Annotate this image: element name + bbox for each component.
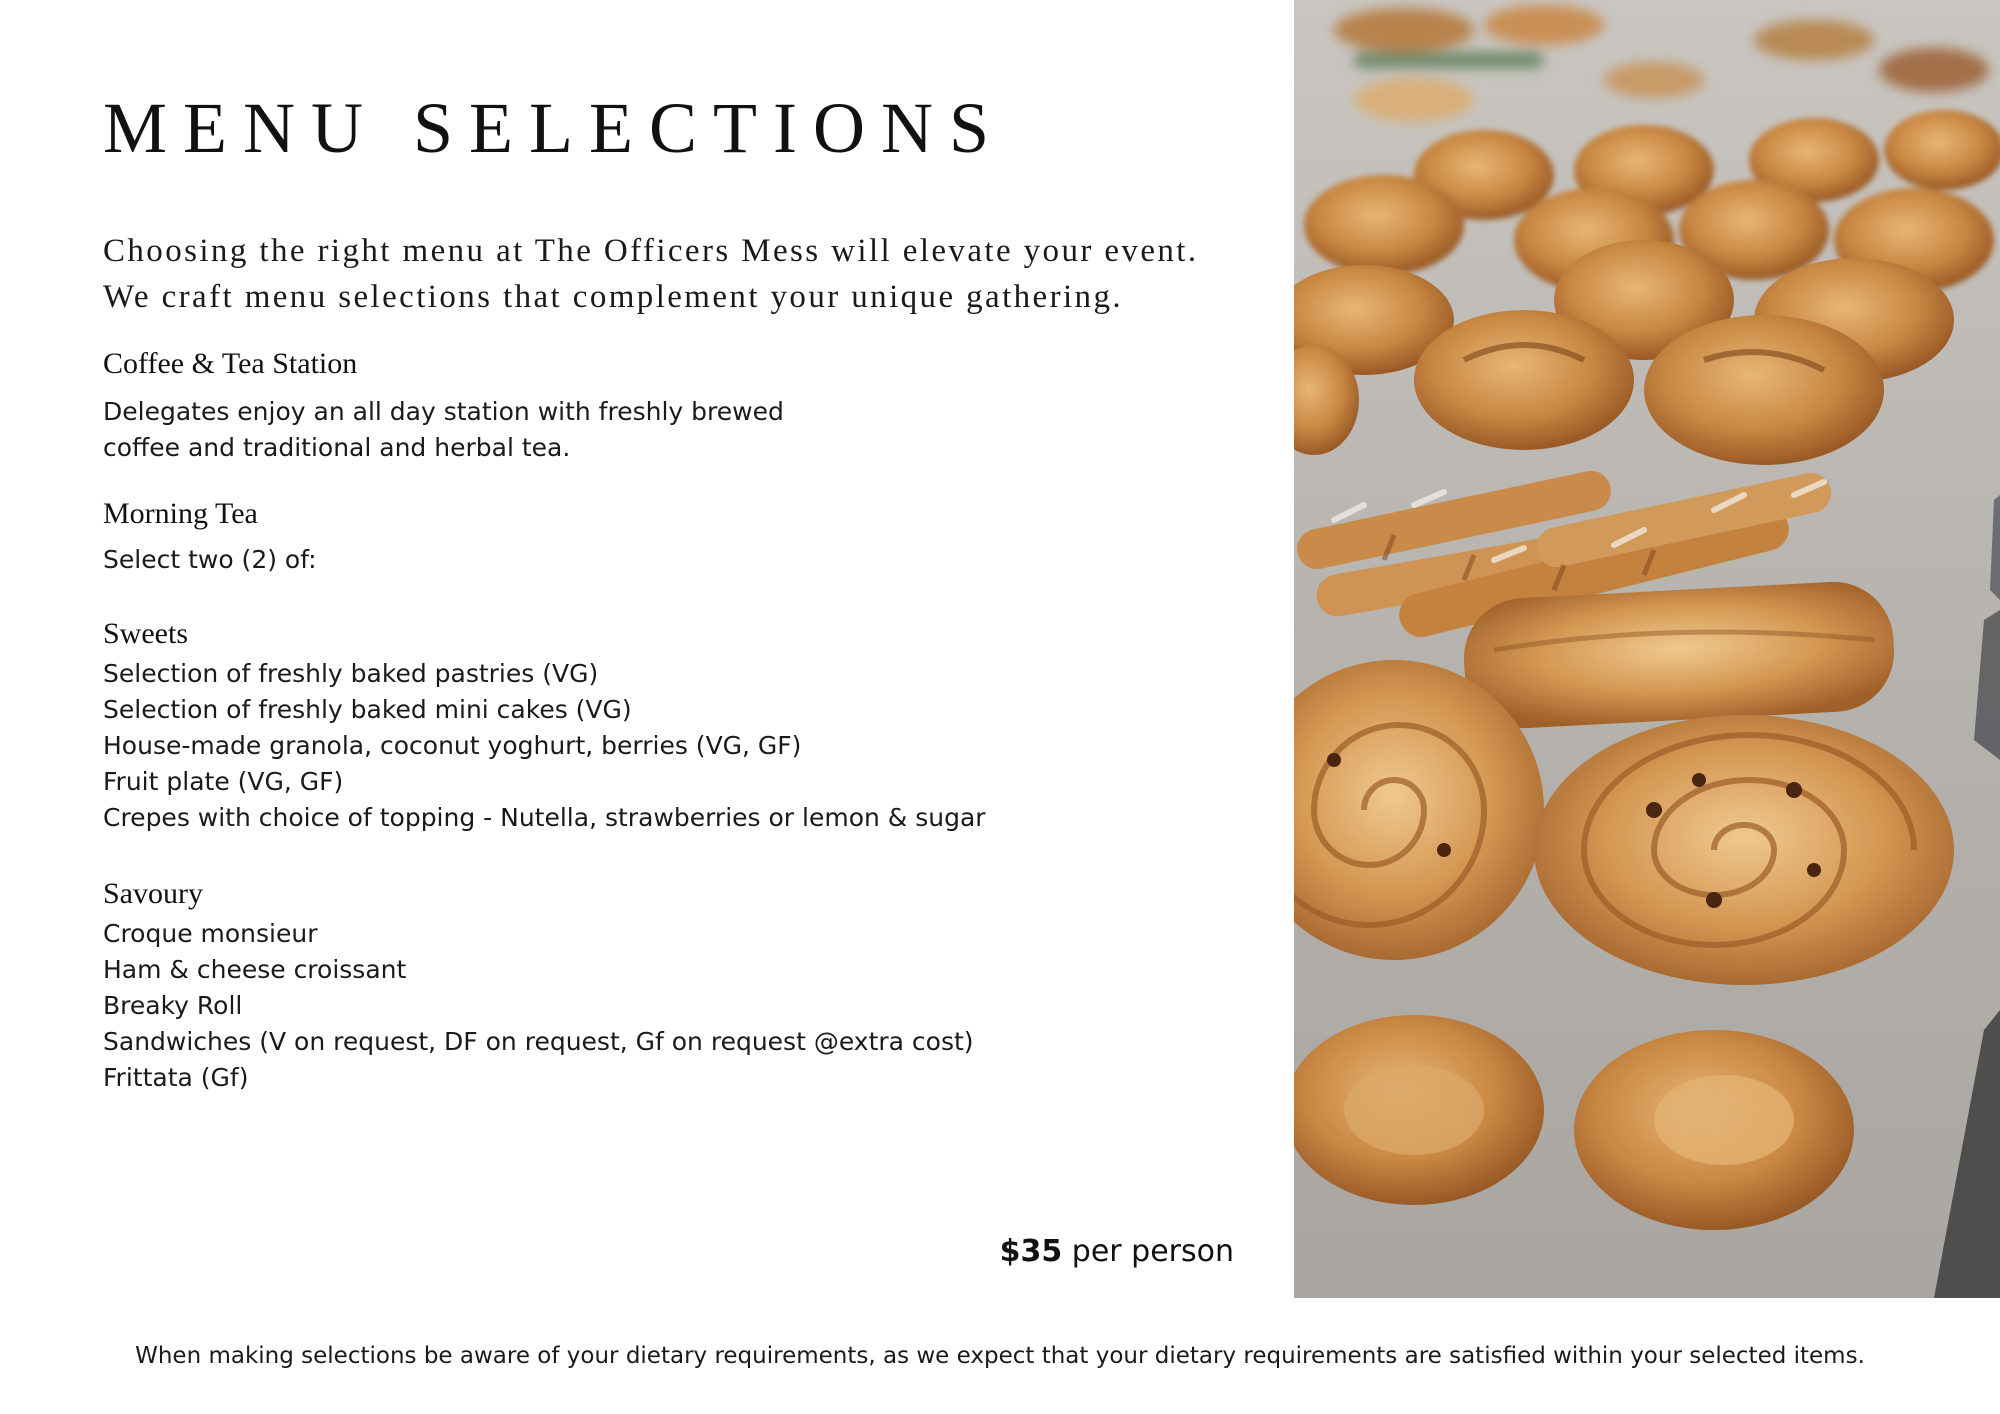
list-item: Fruit plate (VG, GF): [103, 767, 344, 796]
sweets-list: [103, 656, 1263, 836]
coffee-line: coffee and traditional and herbal tea.: [103, 433, 571, 462]
page-title: MENU SELECTIONS: [103, 88, 1005, 168]
pastries-illustration: [1294, 0, 2000, 1298]
price-amount: $35: [999, 1234, 1063, 1269]
coffee-description: [103, 394, 1263, 466]
savoury-section: [103, 876, 1263, 1096]
coffee-line: Delegates enjoy an all day station with freshly brewed: [103, 397, 784, 426]
morning-tea-instruction: Select two (2) of:: [103, 545, 317, 574]
intro-paragraph: [103, 228, 1263, 320]
content-column: [103, 88, 1263, 1096]
list-item: Croque monsieur: [103, 919, 318, 948]
list-item: Selection of freshly baked mini cakes (VG): [103, 695, 632, 724]
intro-line: Choosing the right menu at The Officers Mess will elevate your event.: [103, 233, 1199, 269]
pastries-photo: [1294, 0, 2000, 1298]
coffee-section: [103, 346, 1263, 466]
list-item: House-made granola, coconut yoghurt, berries (VG, GF): [103, 731, 802, 760]
price-unit: per person: [1071, 1234, 1234, 1269]
sweets-heading: Sweets: [103, 617, 188, 650]
list-item: Selection of freshly baked pastries (VG): [103, 659, 599, 688]
list-item: Crepes with choice of topping - Nutella, strawberries or lemon & sugar: [103, 803, 986, 832]
sweets-section: [103, 616, 1263, 836]
list-item: Breaky Roll: [103, 991, 243, 1020]
coffee-heading: Coffee & Tea Station: [103, 347, 358, 380]
savoury-list: [103, 916, 1263, 1096]
intro-line: We craft menu selections that complement your unique gathering.: [103, 279, 1124, 315]
morning-tea-section: [103, 496, 1263, 578]
morning-tea-heading: Morning Tea: [103, 497, 258, 530]
list-item: Ham & cheese croissant: [103, 955, 407, 984]
savoury-heading: Savoury: [103, 877, 203, 910]
dietary-note: When making selections be aware of your dietary requirements, as we expect that your dietary requirements are satisfied within your selected items.: [135, 1343, 1865, 1369]
list-item: Frittata (Gf): [103, 1063, 249, 1092]
list-item: Sandwiches (V on request, DF on request, Gf on request @extra cost): [103, 1027, 974, 1056]
price-tag: [1000, 1232, 1234, 1272]
